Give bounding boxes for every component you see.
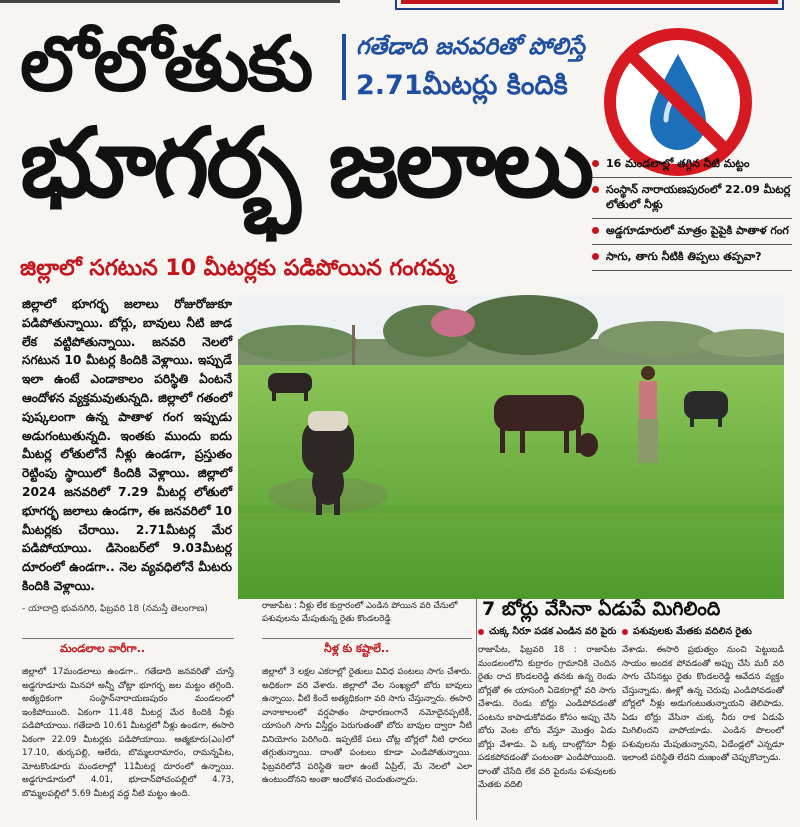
subhead-line2: 2.71మీటర్లు కిందికి xyxy=(356,70,568,101)
top-rule xyxy=(0,0,340,3)
story2-bullet: చుక్క నీరూ పడక ఎండిన వరి పైరు xyxy=(478,626,616,639)
highlight-list xyxy=(592,152,792,271)
deck-headline: జిల్లాలో సగటున 10 మీటర్లకు పడిపోయిన గంగమ్మ xyxy=(20,256,455,281)
section2-title: నీళ్ల కు కష్టాలే.. xyxy=(324,642,390,655)
divider xyxy=(476,598,477,820)
lead-article-text: జిల్లాలో భూగర్భ జలాలు రోజురోజుకూ పడిపోతున్నాయి. బోర్లు, బావులు నీటి జాడ లేక వట్టిపోతున్నాయి. జనవరి నెలలో సగటున 10 మీటర్ల కిందికి వెళ్లాయి. ఇప్పుడే ఇలా ఉంటే ఎండాకాలం పరిస్థితి ఏంటనే ఆందోళన వ్యక్తమవుతున్నది. జిల్లాలో గతంలో పుష్కలంగా ఉన్న పాతాళ గంగ ఇప్పుడు అడుగంటుతున్నది. ఇంతకు ముందు ఐదు మీటర్ల లోతులోనే నీళ్లు ఉండగా, ప్రస్తుతం రెట్టింపు స్థాయిలో కిందికి వెళ్లాయి. జిల్లాలో 2024 జనవరిలో 7.29 మీటర్ల లోతులో భూగర్భ జలాలు ఉండగా, ఈ జనవరిలో 10 మీటర్లకు చేరాయి. 2.71మీటర్ల మేర పడిపోయాయి. డిసెంబర్‌లో 9.03మీటర్ల దూరంలో ఉండగా.. నెల వ్యవధిలోనే మీటరు కిందికి వెళ్లాయి. xyxy=(22,297,232,593)
divider xyxy=(22,638,234,639)
story2-bullet: పశువులకు మేతకు వదిలిన రైతు xyxy=(622,626,752,639)
section1-title: మండలాల వారీగా.. xyxy=(60,642,146,655)
story2-text-col1: రాజాపేట, ఫిబ్రవరి 18 : రాజాపేట మండలంలోని కుర్రారం గ్రామానికి చెందిన రైతు రాచ కొండలరెడ్డి తనకు ఉన్న రెండు బోర్లతో ఈ యాసంగి ఏడెకరాల్లో వరి సాగు చేశాడు. రెండు బోర్లు ఎండిపోవడంతో పంటను కాపాడుకోవడం కోసం అప్పు చేసి బోరు వెంట బోరు వేస్తూ మొత్తం ఏడు బోర్లు వేశాడు. ఏ ఒక్క దాంట్లోనూ నీళ్లు పడకపోవడంతో పంటంతా ఎండిపోయింది. దాంతో చేసేది లేక వరి పైరును పశువులకు మేతకు వదిలి xyxy=(478,645,616,790)
subhead-bar xyxy=(342,34,346,100)
photo-caption: రాజాపేట : నీళ్లు లేక కుర్రారంలో ఎండిన పోయిన వరి చేనులో పశువులను మేపుతున్న రైతు కొండలరెడ్డి xyxy=(262,601,458,624)
subhead-line1: గతేడాది జనవరితో పోలిస్తే xyxy=(356,34,585,60)
highlight-item: సంస్థాన్ నారాయణపురంలో 22.09 మీటర్ల లోతులో నీళ్లు xyxy=(592,178,792,219)
section2-text: జిల్లాలో 3 లక్షల ఎకరాల్లో రైతులు వివిధ పంటలు సాగు చేశారు. అధికంగా వరి వేశారు. జిల్లాలో వేల సంఖ్యలో బోరు బావులు ఉన్నాయి. వీటి కిందే అత్యధికంగా వరి సాగు చేస్తున్నారు. ఈసారి వానాకాలంలో వర్షపాతం సాధారణంగానే నమోదైనప్పటికీ, యాసంగి సాగు విస్తీర్ణం పెరుగుతంతో బోరు బావుల ద్వారా నీటి వినియోగం పెరిగింది. ఇప్పటికే పలు చోట్ల బోర్లలో నీటి ధారలు తగ్గుతున్నాయి. దాంతో పంటలు కూడా ఎండిపోతున్నాయి. ఫిబ్రవరిలోనే పరిస్థితి ఇలా ఉంటే ఏప్రిల్, మే నెలలో ఎలా ఉంటుందోనని అంతా ఆందోళన చెందుతున్నారు. xyxy=(262,667,472,785)
story2-headline: 7 బోర్లు వేసినా ఏడుపే మిగిలింది xyxy=(482,598,721,620)
highlight-item: 16 మండలాల్లో తగ్గిన నీటి మట్టం xyxy=(592,152,792,178)
highlight-item: సాగు, తాగు నీటికి తిప్పలు తప్పవా? xyxy=(592,245,792,271)
field-photo xyxy=(238,295,784,599)
divider xyxy=(262,638,472,639)
top-banner-frame xyxy=(395,0,784,10)
highlight-item: అడ్డగూడూరులో మాత్రం పైపైకి పాతాళ గంగ xyxy=(592,219,792,245)
story2-text-col2: వేశాడు. ఈసారి ప్రభుత్వం నుంచి పెట్టుబడి సాయం అందక పోవడంతో అప్పు చేసి మరీ వరి సాగు చేసినట్లు రైతు కొండలరెడ్డి ఆవేదన వ్యక్తం చేస్తున్నాడు. ఊళ్లో ఉన్న చెరువు ఎండిపోవడంతో బోర్లలో నీళ్లు అడుగంటుతున్నాయని తెలిపాడు. ఏడు బోర్లు వేసినా చుక్క నీరు రాక ఏడుపే మిగిలిందని వాపోయాడు. ఎండిన పొలంలో పశువులను మేపుతున్నానని, ఏడేండ్లలో ఎన్నడూ ఇలాంటి పరిస్థితి లేదని దుఃఖంతో చెప్పుకొచ్చాడు. xyxy=(622,645,784,763)
section1-text: జిల్లాలో 17మండలాలు ఉండగా.. గతేడాది జనవరితో చూస్తే అడ్డగూడూరు మినహా అన్నీ చోట్లా భూగర్భ జల మట్టం తగ్గింది. అత్యధికంగా సంస్థాన్‌నారాయణపురం మండలంలో ఇంకిపోయింది. ఏకంగా 11.48 మీటర్ల మేర కిందికి నీళ్లు పడిపోయాయి. గతేడాది 10.61 మీటర్లలో నీళ్లు ఉండగా, ఈసారి ఏకంగా 22.09 మీటర్లకు పడిపోయాయి. ఆత్మకూరు(ఎం)లో 17.10, తుర్కపల్లి, ఆలేరు, బొమ్మలరామారం, రామన్నపేట, మోటకొండూరు మండలాల్లో 11మీటర్ల దూరంలో ఉన్నాయి. అడ్డగూడూరులో 4.01, భూదాన్‌పోచంపల్లిలో 4.73, బొమ్మలపల్లిలో 5.69 మీటర్ల వద్ద నీటి మట్టం ఉంది. xyxy=(22,667,234,799)
headline-line1: లోలోతుకు xyxy=(20,19,312,108)
byline: - యాదాద్రి భువనగిరి, ఫిబ్రవరి 18 (నమస్తే తెలంగాణ) xyxy=(22,604,208,614)
headline-line2: భూగర్భ జలాలు xyxy=(20,107,592,219)
